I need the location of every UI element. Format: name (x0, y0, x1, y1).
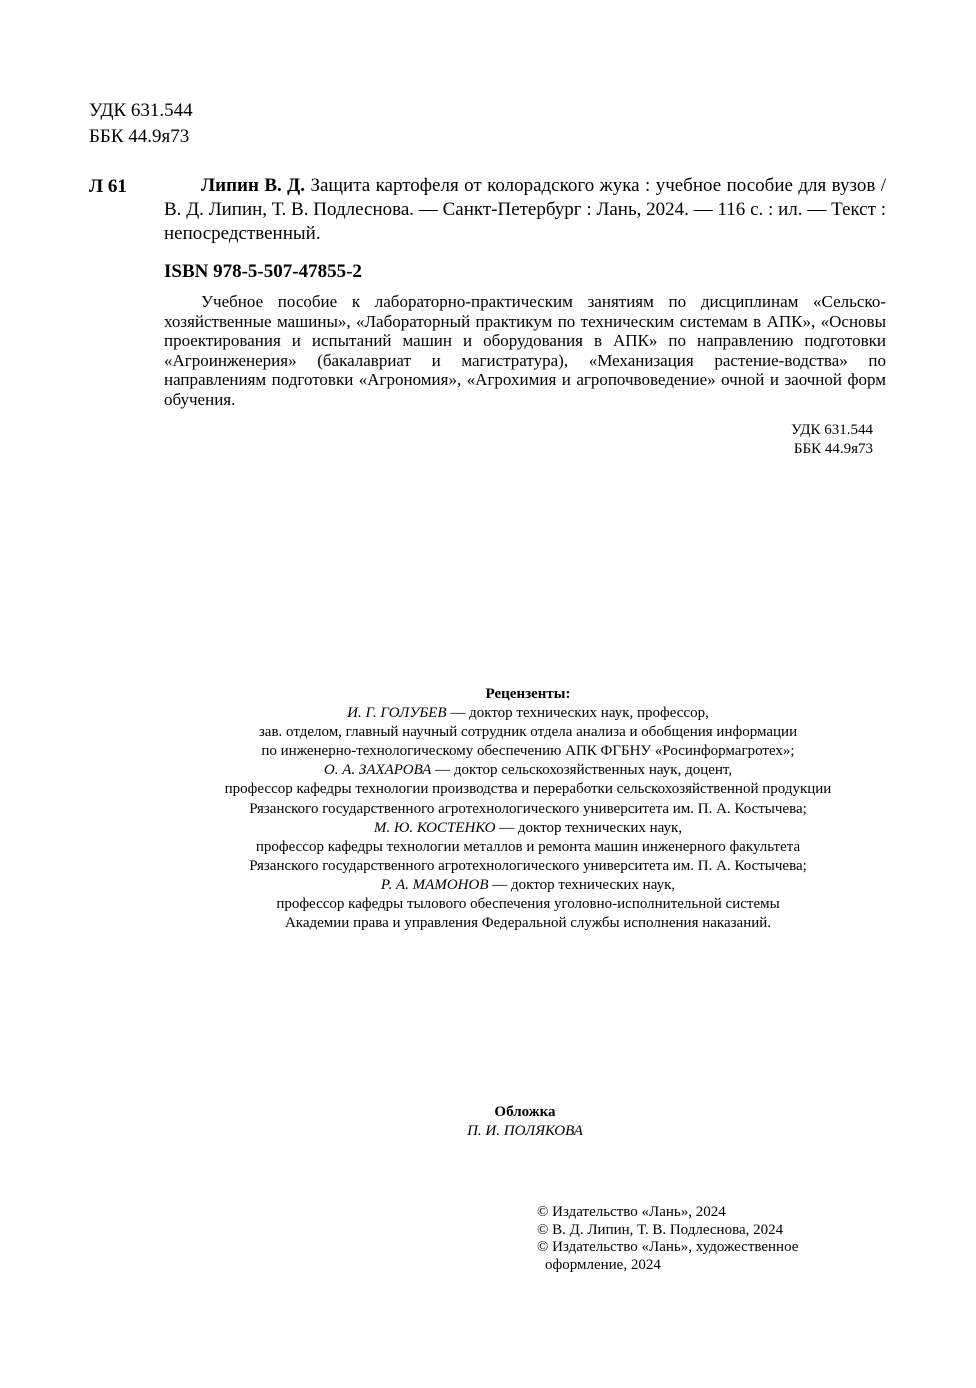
reviewer-3-organization: Рязанского государственного агротехнологического университета им. П. А. Костычева; (249, 857, 807, 874)
reviewers-heading: Рецензенты: (485, 686, 571, 702)
udk-bbk-header (89, 98, 193, 150)
reviewer-2-organization: Рязанского государственного агротехнологического университета им. П. А. Костычева; (249, 800, 807, 817)
reviewer-2-position: профессор кафедры технологии производства и переработки сельскохозяйственной продукции (224, 781, 832, 798)
copyright-line-1: © Издательство «Лань», 2024 (537, 1204, 726, 1220)
reviewer-3-title: — доктор технических наук, (495, 819, 683, 836)
udk-bbk-right (740, 421, 873, 459)
cover-credit (300, 1103, 750, 1141)
reviewer-4-title: — доктор технических наук, (488, 876, 676, 893)
reviewer-2-title: — доктор сельскохозяйственных наук, доцент, (431, 762, 733, 779)
reviewers-block (100, 685, 956, 933)
udk-code-right: УДК 631.544 (791, 422, 873, 438)
author-name: Липин В. Д. (201, 175, 306, 196)
reviewer-1-position: зав. отделом, главный научный сотрудник отдела анализа и обобщения информации (258, 724, 798, 741)
reviewer-4-organization: Академии права и управления Федеральной службы исполнения наказаний. (284, 915, 772, 932)
copyright-line-2: © В. Д. Липин, Т. В. Подлеснова, 2024 (537, 1221, 784, 1238)
reviewer-3 (100, 819, 956, 838)
bibliographic-text: Защита картофеля от колорадского жука : учебное пособие для вузов / В. Д. Липин, Т. В. Подлеснова. — Санкт-Петербург : Лань, 2024. — 116 с. : ил. — Текст : непосредственный. (164, 175, 887, 244)
bibliographic-record (164, 174, 886, 246)
cover-heading: Обложка (494, 1104, 556, 1120)
author-mark: Л 61 (89, 176, 127, 197)
reviewer-2 (100, 761, 956, 780)
reviewer-1-name: И. Г. ГОЛУБЕВ (347, 705, 447, 722)
bbk-code-right: ББК 44.9я73 (793, 441, 873, 457)
reviewer-1-title: — доктор технических наук, профессор, (446, 705, 709, 722)
reviewer-4 (100, 876, 956, 895)
cover-designer: П. И. ПОЛЯКОВА (467, 1123, 583, 1139)
reviewer-2-name: О. А. ЗАХАРОВА (323, 762, 432, 779)
annotation: Учебное пособие к лабораторно-практическим занятиям по дисциплинам «Сельско-хозяйственные машины», «Лабораторный практикум по техническим системам в АПК», «Основы проектирования и испытаний машин и оборудования в АПК» по направлению подготовки «Агроинженерия» (бакалавриат и магистратура), «Механизация растение-водства» по направлениям подготовки «Агрономия», «Агрохимия и агропочвоведение» очной и заочной форм обучения. (164, 292, 886, 409)
reviewer-1 (100, 704, 956, 723)
reviewer-4-name: Р. А. МАМОНОВ (380, 876, 489, 893)
copyright-line-3: © Издательство «Лань», художественное (537, 1239, 799, 1255)
reviewer-4-position: профессор кафедры тылового обеспечения уголовно-исполнительной системы (276, 896, 780, 913)
copyright-line-4: оформление, 2024 (545, 1256, 661, 1273)
reviewer-3-position: профессор кафедры технологии металлов и ремонта машин инженерного факультета (255, 838, 801, 855)
bbk-code: ББК 44.9я73 (89, 126, 190, 147)
reviewer-3-name: М. Ю. КОСТЕНКО (373, 819, 496, 836)
reviewer-1-organization: по инженерно-технологическому обеспечению АПК ФГБНУ «Росинформагротех»; (261, 743, 795, 760)
udk-code: УДК 631.544 (89, 100, 193, 121)
copyright-block (537, 1204, 798, 1274)
isbn: ISBN 978-5-507-47855-2 (164, 261, 362, 282)
